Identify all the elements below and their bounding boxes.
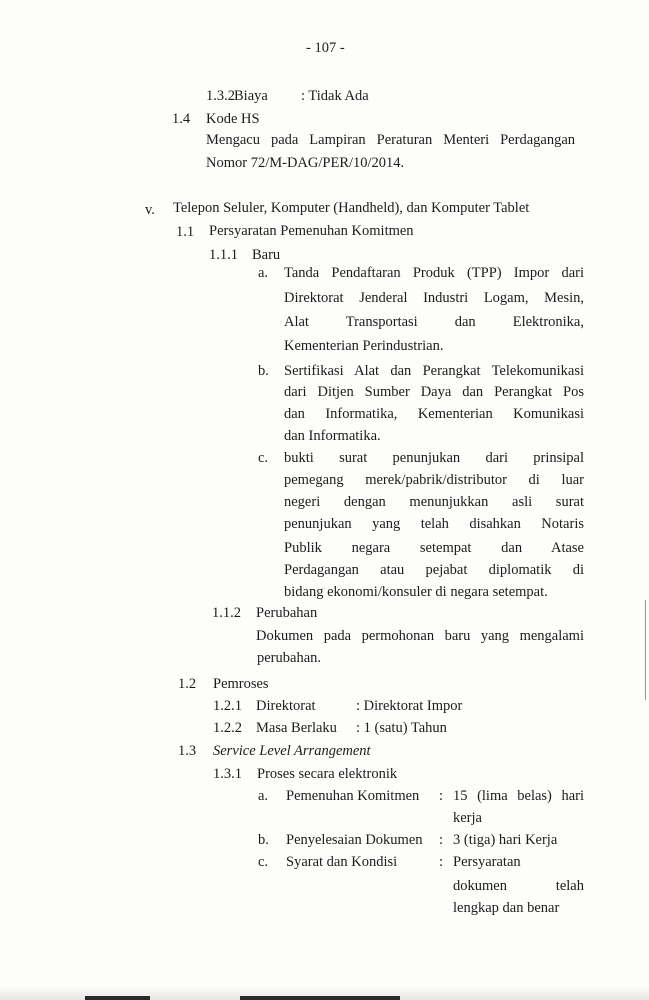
list-item-line: Kementerian Perindustrian. — [284, 338, 444, 354]
list-item-line: dari Ditjen Sumber Daya dan Perangkat Pos — [284, 384, 584, 400]
list-item-line: Sertifikasi Alat dan Perangkat Telekomunikasi — [284, 363, 584, 379]
sla-value-line: lengkap dan benar — [453, 900, 560, 916]
section-marker: v. — [145, 202, 155, 218]
scan-artifact-bar — [85, 996, 150, 1000]
field-value: : 1 (satu) Tahun — [356, 720, 447, 736]
paragraph-line: Dokumen pada permohonan baru yang mengalami — [256, 628, 584, 644]
scan-edge-line — [645, 600, 646, 700]
list-marker: c. — [258, 854, 269, 870]
sla-colon: : — [439, 788, 444, 804]
field-label: Direktorat — [256, 698, 316, 714]
section-number: 1.2.2 — [213, 720, 242, 736]
list-item-line: penunjukan yang telah disahkan Notaris — [284, 516, 584, 532]
list-marker: b. — [258, 363, 269, 379]
sla-value-line: kerja — [453, 810, 482, 826]
sla-label: Penyelesaian Dokumen — [286, 832, 423, 848]
section-heading: Baru — [252, 247, 281, 263]
field-value: : Direktorat Impor — [356, 698, 463, 714]
section-number: 1.3.1 — [213, 766, 242, 782]
list-marker: c. — [258, 450, 269, 466]
field-label: Masa Berlaku — [256, 720, 337, 736]
scan-artifact-bar — [240, 996, 400, 1000]
section-number: 1.3 — [178, 743, 197, 759]
section-heading: Pemroses — [213, 676, 269, 692]
list-item-line: bidang ekonomi/konsuler di negara setempat. — [284, 584, 548, 600]
section-number: 1.1 — [176, 224, 195, 240]
list-item-line: Direktorat Jenderal Industri Logam, Mesin, — [284, 290, 584, 306]
paragraph-line: perubahan. — [257, 650, 322, 666]
paragraph-line: Mengacu pada Lampiran Peraturan Menteri Perdagangan — [206, 132, 575, 148]
list-marker: a. — [258, 265, 269, 281]
list-item-line: negeri dengan menunjukkan asli surat — [284, 494, 584, 510]
list-item-line: Perdagangan atau pejabat diplomatik di — [284, 562, 584, 578]
section-heading: Persyaratan Pemenuhan Komitmen — [209, 223, 414, 239]
sla-value-line: Persyaratan — [453, 854, 521, 870]
list-item-line: Publik negara setempat dan Atase — [284, 540, 584, 556]
section-title: Telepon Seluler, Komputer (Handheld), dan Komputer Tablet — [173, 200, 530, 216]
section-heading: Kode HS — [206, 111, 260, 127]
list-item-line: dan Informatika. — [284, 428, 381, 444]
sla-value-line: 3 (tiga) hari Kerja — [453, 832, 558, 848]
sla-colon: : — [439, 832, 444, 848]
section-heading: Proses secara elektronik — [257, 766, 398, 782]
field-value: : Tidak Ada — [301, 88, 369, 104]
section-heading: Perubahan — [256, 605, 318, 621]
page-number: - 107 - — [306, 40, 345, 56]
section-number: 1.2.1 — [213, 698, 242, 714]
section-number: 1.2 — [178, 676, 197, 692]
list-item-line: Alat Transportasi dan Elektronika, — [284, 314, 584, 330]
paragraph-line: Nomor 72/M-DAG/PER/10/2014. — [206, 155, 405, 171]
section-number: 1.1.1 — [209, 247, 238, 263]
section-number: 1.4 — [172, 111, 191, 127]
field-label: Biaya — [234, 88, 268, 104]
list-marker: b. — [258, 832, 269, 848]
section-heading: Service Level Arrangement — [213, 743, 371, 759]
sla-value-line: dokumen telah — [453, 878, 584, 894]
sla-value-line: 15 (lima belas) hari — [453, 788, 584, 804]
list-item-line: bukti surat penunjukan dari prinsipal — [284, 450, 584, 466]
list-item-line: dan Informatika, Kementerian Komunikasi — [284, 406, 584, 422]
list-marker: a. — [258, 788, 269, 804]
list-item-line: Tanda Pendaftaran Produk (TPP) Impor dari — [284, 265, 584, 281]
section-number: 1.1.2 — [212, 605, 241, 621]
sla-label: Pemenuhan Komitmen — [286, 788, 420, 804]
section-number: 1.3.2 — [206, 88, 235, 104]
sla-label: Syarat dan Kondisi — [286, 854, 398, 870]
list-item-line: pemegang merek/pabrik/distributor di luar — [284, 472, 584, 488]
sla-colon: : — [439, 854, 444, 870]
